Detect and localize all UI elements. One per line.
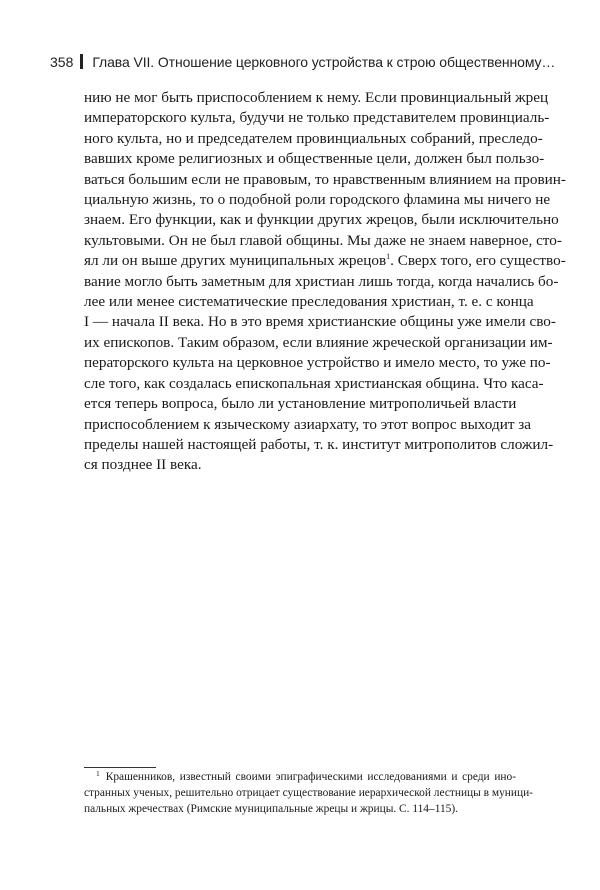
text-line-with-footnote-ref	[84, 251, 566, 271]
text-line: ваться большим если не правовым, то нравственным влиянием на провин-	[84, 170, 566, 188]
footnote	[84, 769, 533, 817]
running-header	[50, 51, 556, 73]
text-line: их епископов. Таким образом, если влияние жреческой организации им-	[84, 333, 553, 351]
text-line: приспособлением к языческому азиархату, то этот вопрос выходит за	[84, 415, 531, 433]
running-title: Глава VII. Отношение церковного устройства к строю общественному…	[92, 54, 556, 70]
page-number: 358	[50, 54, 74, 70]
text-line: пределы нашей настоящей работы, т. к. институт митрополитов сложил-	[84, 435, 554, 453]
footnote-separator	[84, 767, 156, 768]
text-line: циальную жизнь, то о подобной роли городского фламина мы ничего не	[84, 191, 551, 209]
footnote-line: странных ученых, решительно отрицает существование иерархической лестницы в муници-	[84, 786, 533, 799]
text-line: культовыми. Он не был главой общины. Мы даже не знаем наверное, сто-	[84, 231, 562, 249]
text-line: ся позднее II века.	[84, 456, 202, 474]
text-line: I — начала II века. Но в это время христианские общины уже имели сво-	[84, 313, 556, 331]
footnote-text: Крашенников, известный своими эпиграфическими исследованиями и среди ино-	[105, 771, 516, 783]
footnote-reference[interactable]: 1	[386, 252, 391, 262]
main-text	[84, 88, 566, 476]
text-line: нию не мог быть приспособлением к нему. Если провинциальный жрец	[84, 89, 549, 106]
text-fragment: ял ли он выше других муниципальных жрецов	[84, 252, 387, 270]
text-line: лее или менее систематические преследования христиан, т. е. с конца	[84, 293, 534, 311]
text-line: ператорского культа на церковное устройство и имело место, то уже по-	[84, 354, 551, 372]
text-line: императорского культа, будучи не только представителем провинциаль-	[84, 109, 550, 127]
text-fragment: . Сверх того, его существо-	[390, 252, 566, 270]
footnote-line: пальных жречествах (Римские муниципальные жрецы и жрицы. С. 114–115).	[84, 802, 458, 815]
footnote-line	[84, 770, 516, 786]
text-line: вавших кроме религиозных и общественные цели, должен был пользо-	[84, 150, 545, 168]
text-line: вание могло быть заметным для христиан лишь тогда, когда начались бо-	[84, 272, 559, 290]
header-separator	[80, 54, 83, 69]
text-line: сле того, как создалась епископальная христианская община. Что каса-	[84, 374, 544, 392]
text-line: ного культа, но и председателем провинциальных собраний, преследо-	[84, 129, 543, 147]
text-line: знаем. Его функции, как и функции других жрецов, были исключительно	[84, 211, 559, 229]
text-line: ется теперь вопроса, было ли установление митрополичьей власти	[84, 395, 517, 413]
footnote-number: 1	[96, 769, 100, 778]
